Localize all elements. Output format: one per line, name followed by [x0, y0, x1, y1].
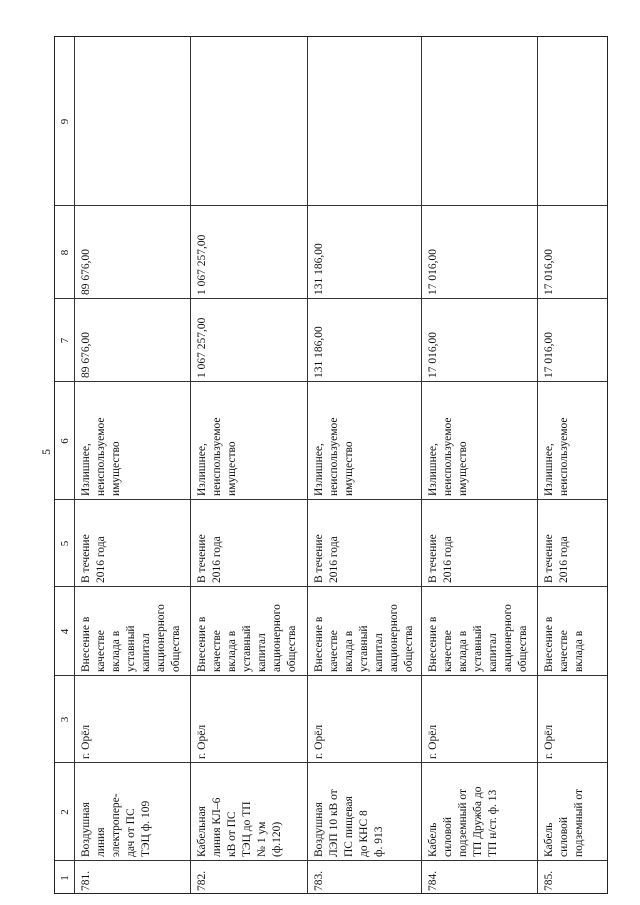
table-rule	[55, 205, 607, 206]
location-cell: г. Орёл	[313, 724, 325, 759]
table-rule	[55, 762, 607, 763]
table-rule	[190, 37, 191, 893]
value-cell: 131 186,00	[313, 326, 325, 378]
page-number: 5	[39, 449, 53, 455]
table-rule	[55, 381, 607, 382]
method-cell: Внесение в качестве вклада в уставный капитал акционерного общества	[196, 604, 298, 672]
row-number-cell: 785.	[543, 870, 555, 891]
value-cell: 17 016,00	[427, 332, 439, 378]
row-number-cell: 782.	[196, 870, 208, 891]
row-number-cell: 784.	[427, 870, 439, 891]
value-cell: 1 067 257,00	[196, 317, 208, 378]
value-cell: 89 676,00	[80, 332, 92, 378]
method-cell: Внесение в качестве вклада в	[543, 616, 585, 672]
term-cell: В течение 2016 года	[427, 534, 454, 583]
object-name-cell: Кабель силовой подземный от	[543, 788, 585, 857]
column-number-header: 4	[59, 628, 71, 635]
term-cell: В течение 2016 года	[543, 534, 570, 583]
table-rule	[55, 860, 607, 861]
row-number-cell: 781.	[80, 870, 92, 891]
reason-cell: Излишнее, неиспользуемое	[543, 417, 570, 496]
reason-cell: Излишнее, неиспользуемое имущество	[313, 417, 355, 496]
value-cell: 17 016,00	[543, 332, 555, 378]
row-number-cell: 783.	[313, 870, 325, 891]
location-cell: г. Орёл	[196, 724, 208, 759]
table-rule	[307, 37, 308, 893]
column-number-header: 6	[59, 438, 71, 444]
column-number-header: 8	[59, 249, 71, 256]
table-rule	[55, 499, 607, 500]
value-cell-2: 89 676,00	[80, 249, 92, 295]
property-table	[54, 36, 608, 894]
column-number-header: 7	[59, 337, 71, 344]
object-name-cell: Воздушная линия электропере- дач от ПС ТЭЦ ф. 109	[80, 793, 152, 857]
location-cell: г. Орёл	[80, 724, 92, 759]
location-cell: г. Орёл	[543, 724, 555, 759]
table-rule	[55, 586, 607, 587]
table-rule	[537, 37, 538, 893]
value-cell-2: 17 016,00	[427, 249, 439, 295]
term-cell: В течение 2016 года	[80, 534, 107, 583]
location-cell: г. Орёл	[427, 724, 439, 759]
method-cell: Внесение в качестве вклада в уставный капитал акционерного общества	[313, 604, 415, 672]
term-cell: В течение 2016 года	[313, 534, 340, 583]
column-number-header: 3	[59, 716, 71, 723]
method-cell: Внесение в качестве вклада в уставный капитал акционерного общества	[80, 604, 182, 672]
reason-cell: Излишнее, неиспользуемое имущество	[80, 417, 122, 496]
column-number-header: 1	[59, 875, 71, 881]
term-cell: В течение 2016 года	[196, 534, 223, 583]
table-rule	[55, 675, 607, 676]
column-number-header: 9	[59, 118, 71, 125]
table-rule	[74, 37, 75, 893]
value-cell-2: 1 067 257,00	[196, 234, 208, 295]
reason-cell: Излишнее, неиспользуемое имущество	[196, 417, 238, 496]
object-name-cell: Кабельная линия КЛ–6 кВ от ПС ТЭЦ до ТП № 1 ум (ф.120)	[196, 797, 283, 857]
method-cell: Внесение в качестве вклада в уставный капитал акционерного общества	[427, 604, 529, 672]
value-cell-2: 17 016,00	[543, 249, 555, 295]
value-cell-2: 131 186,00	[313, 243, 325, 295]
object-name-cell: Кабель силовой подземный от ТП Дружба до ТП н/ст. ф. 13	[427, 786, 499, 857]
object-name-cell: Воздушная ЛЭП 10 кВ от ПС пищевая до КНС 8 ф. 913	[313, 789, 385, 857]
column-number-header: 2	[59, 809, 71, 815]
table-rule	[421, 37, 422, 893]
reason-cell: Излишнее, неиспользуемое имущество	[427, 417, 469, 496]
table-rule	[55, 298, 607, 299]
column-number-header: 5	[59, 540, 71, 547]
